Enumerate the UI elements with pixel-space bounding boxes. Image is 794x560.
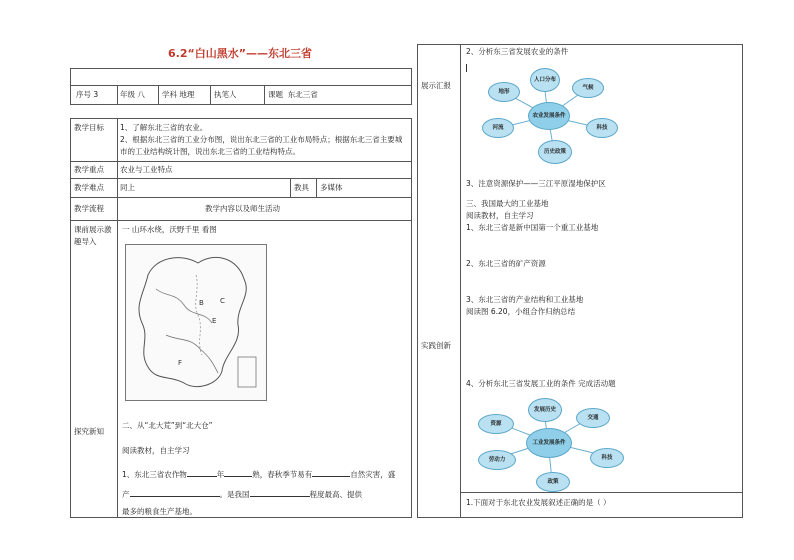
row-divider <box>117 197 118 221</box>
agri-node-population: 人口分布 <box>530 68 560 92</box>
industry-node-history: 发展历史 <box>528 398 562 422</box>
last-question: 1.下面对于东北农业发展叙述正确的是（ ） <box>466 498 611 507</box>
row-divider <box>316 178 317 198</box>
subject: 学科 地理 <box>162 90 195 99</box>
practice-label: 实践创新 <box>421 341 451 350</box>
right-q3b: 阅读图 6.20，小组合作归纳总结 <box>466 307 576 316</box>
agri-diagram <box>478 68 618 168</box>
heading-2: 二、从“北大荒”到“北大仓” <box>122 421 213 430</box>
item-4: 4、分析东北三省发展工业的条件 完成活动题 <box>466 379 616 388</box>
industry-node-labor: 劳动力 <box>478 450 516 470</box>
seq-label: 序号 3 <box>76 90 99 99</box>
left-table-top-bar <box>70 68 412 86</box>
agri-node-tech: 科技 <box>586 118 618 138</box>
industry-center-node: 工业发展条件 <box>526 428 572 458</box>
right-divider <box>460 44 461 518</box>
agri-center-node: 农业发展条件 <box>528 102 570 130</box>
question-1-line-1: 1、东北三省农作物 年 熟，春秋季节易有 自然灾害，盛 <box>122 470 396 479</box>
map-letter-b: B <box>199 299 204 307</box>
section-label-intro: 课前展示激趣导入 <box>74 225 112 246</box>
map-drawing <box>126 245 266 400</box>
focus-label: 教学重点 <box>74 165 104 174</box>
goals-label: 教学目标 <box>74 123 104 132</box>
focus-value: 农业与工业特点 <box>120 165 173 174</box>
question-1-line-3: 最多的粮食生产基地。 <box>122 507 197 516</box>
grade: 年级 八 <box>120 90 145 99</box>
aids-label: 教具 <box>294 183 309 192</box>
show-label: 展示汇报 <box>421 81 451 90</box>
header-divider <box>158 85 159 105</box>
industry-diagram <box>474 398 624 494</box>
heading-1: 一 山环水绕，沃野千里 看图 <box>122 225 217 234</box>
row-divider <box>290 178 291 198</box>
header-divider <box>210 85 211 105</box>
agri-node-rivers: 河流 <box>482 118 514 138</box>
agri-node-policy: 历史政策 <box>538 140 572 164</box>
page-title: 6.2“白山黑水”——东北三省 <box>168 47 312 60</box>
goals-1: 1、了解东北三省的农业。 <box>120 123 208 132</box>
industry-node-transport: 交通 <box>576 408 610 428</box>
difficulty-value: 同上 <box>120 183 135 192</box>
northeast-map <box>125 244 267 401</box>
industry-node-policy: 政策 <box>536 472 570 492</box>
difficulty-label: 教学难点 <box>74 183 104 192</box>
map-letter-c: C <box>220 297 225 305</box>
author-label: 执笔人 <box>214 90 237 99</box>
header-divider <box>117 85 118 105</box>
cursor-mark <box>466 64 467 72</box>
agri-node-climate: 气候 <box>572 78 604 98</box>
header-divider <box>264 85 265 105</box>
process-label: 教学流程 <box>74 204 104 213</box>
right-q1: 1、东北三省是新中国第一个重工业基地 <box>466 223 599 232</box>
map-letter-e: E <box>212 317 217 325</box>
aids-value: 多媒体 <box>320 183 343 192</box>
row-divider <box>117 178 118 198</box>
last-question-separator <box>460 492 743 493</box>
heading-3: 三、我国最大的工业基地 <box>466 199 549 208</box>
agri-node-terrain: 地形 <box>488 82 520 102</box>
row-divider <box>117 118 118 162</box>
topic: 课题 东北三省 <box>268 90 318 99</box>
industry-node-resources: 资源 <box>478 414 514 434</box>
question-1-line-2: 产 。是我国 程度最高、提供 <box>122 490 362 499</box>
item-2: 2、分析东三省发展农业的条件 <box>466 47 569 56</box>
row-divider <box>117 161 118 179</box>
item-3: 3、注意资源保护——三江平原湿地保护区 <box>466 179 606 188</box>
right-read: 阅读教材，自主学习 <box>466 211 534 220</box>
read-instruction: 阅读教材，自主学习 <box>122 446 190 455</box>
section-label-explore: 探究新知 <box>74 427 104 436</box>
right-q2: 2、东北三省的矿产资源 <box>466 259 546 268</box>
body-divider <box>117 220 118 518</box>
process-value: 教学内容以及师生活动 <box>205 204 280 213</box>
right-q3: 3、东北三省的产业结构和工业基地 <box>466 295 584 304</box>
goals-2: 2、根据东北三省的工业分布图，说出东北三省的工业布局特点；根据东北三省主要城市的工业结构统计图，说出东北三省的工业结构特点。 <box>120 135 403 156</box>
map-letter-f: F <box>178 359 183 367</box>
industry-node-tech: 科技 <box>590 448 624 468</box>
